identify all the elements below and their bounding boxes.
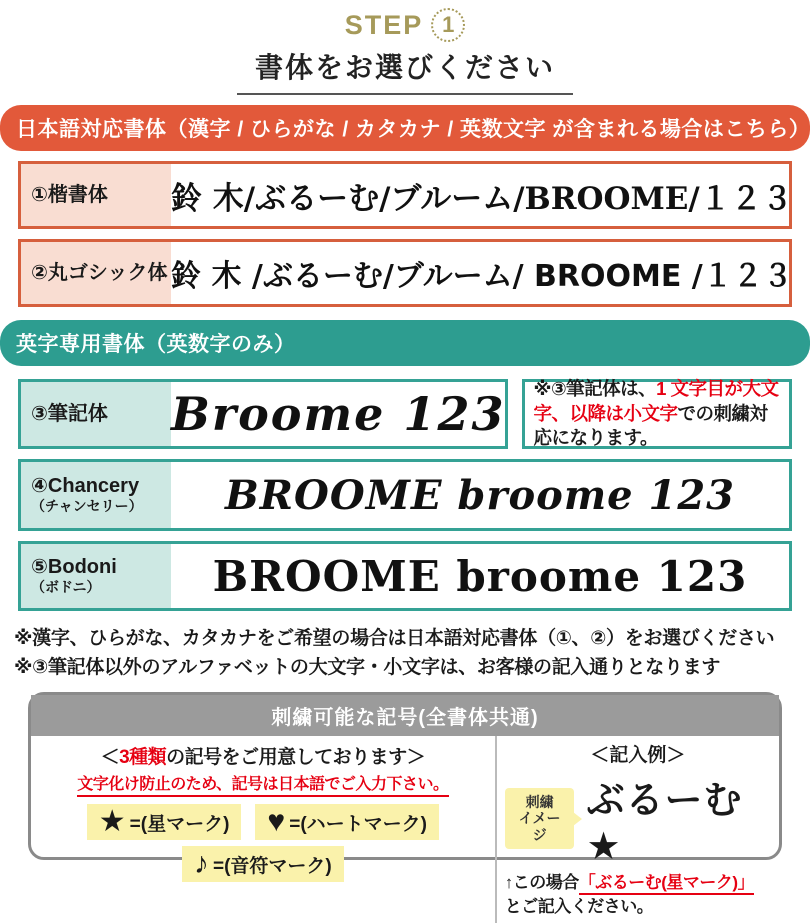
symbol-chip-star xyxy=(87,804,242,840)
font-row-chancery xyxy=(18,459,792,531)
symbols-title-rest: の記号をご用意しております＞ xyxy=(166,747,426,768)
bodoni-label-sub: （ボドニ） xyxy=(31,579,101,596)
font-sample-kaisho: 鈴 木/ぶるーむ/ブルーム/BROOME/１２３ xyxy=(171,180,793,217)
font-row-marugothic xyxy=(18,239,792,307)
script-row-band xyxy=(18,379,792,449)
symbols-list-panel xyxy=(31,736,495,923)
font-sample-script: Broome 123 xyxy=(171,387,506,441)
symbol-chip-heart xyxy=(255,804,439,840)
example-panel xyxy=(495,736,779,923)
star-icon: ★ xyxy=(98,805,126,838)
symbols-box-header: 刺繍可能な記号(全書体共通) xyxy=(31,695,779,736)
example-note-suffix: とご記入ください。 xyxy=(504,896,654,916)
chancery-label-sub: （チャンセリー） xyxy=(31,498,143,515)
footnote-line-2: ※③筆記体以外のアルファベットの大文字・小文字は、お客様の記入通りとなります xyxy=(14,656,721,678)
font-sample-bodoni: BROOME broome 123 xyxy=(212,551,748,601)
footnote-line-1: ※漢字、ひらがな、カタカナをご希望の場合は日本語対応書体（①、②）をお選びください xyxy=(14,628,775,649)
script-note-red: 1 文字目が大文字、以降は小文字 xyxy=(533,377,779,424)
note-chip-label: =(音符マーク) xyxy=(212,855,332,877)
example-note-red: 「ぶるーむ(星マーク)」 xyxy=(579,873,754,895)
font-row-kaisho xyxy=(18,161,792,229)
symbol-chip-note xyxy=(182,846,344,882)
example-title: ＜記入例＞ xyxy=(590,745,686,766)
embroidery-tag-line2: イメージ xyxy=(518,810,561,843)
font-row-bodoni xyxy=(18,541,792,611)
music-note-icon: ♪ xyxy=(193,847,209,880)
english-fonts-banner: 英字専用書体（英数字のみ） xyxy=(0,320,810,366)
page-title: 書体をお選びください xyxy=(237,46,573,95)
embroidery-symbols-box xyxy=(28,692,782,916)
heart-chip-label: =(ハートマーク) xyxy=(289,813,427,835)
example-note-prefix: ↑この場合 xyxy=(504,873,579,892)
star-chip-label: =(星マーク) xyxy=(129,813,230,835)
font-sample-marugothic: 鈴 木 /ぶるーむ/ブルーム/ BROOME /１２３ xyxy=(171,259,793,294)
font-label-chancery xyxy=(21,462,171,528)
step-header xyxy=(0,6,810,95)
japanese-fonts-banner: 日本語対応書体（漢字 / ひらがな / カタカナ / 英数文字 が含まれる場合はこちら） xyxy=(0,105,810,151)
example-note xyxy=(505,871,754,919)
embroidery-example-text: ぶるーむ★ xyxy=(586,778,743,868)
font-label-kaisho: ①楷書体 xyxy=(21,164,171,226)
bodoni-label-main: ⑤Bodoni xyxy=(31,556,117,579)
symbols-title xyxy=(101,742,426,769)
footnotes xyxy=(14,625,810,682)
chancery-label-main: ④Chancery xyxy=(31,475,140,498)
step-number-badge: 1 xyxy=(431,8,465,42)
font-label-bodoni xyxy=(21,544,171,608)
symbols-title-red: 3種類 xyxy=(119,747,167,768)
font-row-script xyxy=(18,379,508,449)
font-sample-chancery: BROOME broome 123 xyxy=(224,471,736,519)
embroidery-tag-line1: 刺繍 xyxy=(525,794,554,811)
script-note-prefix: ※③筆記体は、 xyxy=(533,377,657,399)
font-label-marugothic: ②丸ゴシック体 xyxy=(21,242,171,304)
symbols-warning: 文字化け防止のため、記号は日本語でご入力下さい。 xyxy=(77,771,448,797)
heart-icon: ♥ xyxy=(267,805,286,838)
script-font-note xyxy=(522,379,792,449)
embroidery-image-tag xyxy=(505,788,575,848)
symbols-title-open: ＜ xyxy=(100,747,120,768)
font-label-script: ③筆記体 xyxy=(21,382,171,446)
step-label: STEP xyxy=(344,9,424,40)
script-note-suffix: での刺繍対応になります。 xyxy=(533,402,768,449)
